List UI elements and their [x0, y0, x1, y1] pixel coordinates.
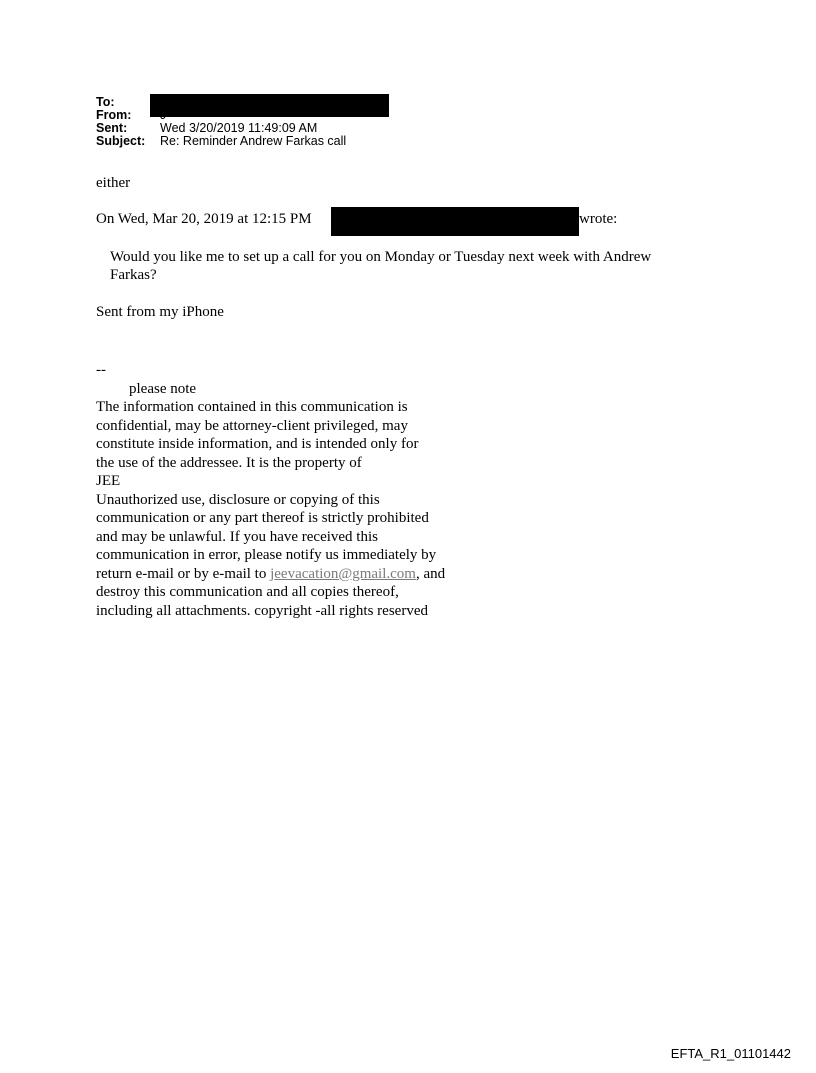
- email-line-suffix: , and: [415, 565, 446, 582]
- from-label: From:: [96, 108, 132, 122]
- quoted-line-2: Farkas?: [110, 267, 157, 283]
- document-id: EFTA_R1_01101442: [670, 1046, 791, 1061]
- email-line-prefix: return e-mail or by e-mail to: [96, 565, 271, 582]
- reply-text: either: [96, 175, 131, 191]
- disclaimer-note: please note: [129, 380, 197, 397]
- to-label: To:: [96, 95, 115, 109]
- disclaimer: [96, 361, 445, 620]
- sent-value: Wed 3/20/2019 11:49:09 AM: [160, 121, 318, 135]
- email-link[interactable]: jeevacation@gmail.com: [270, 565, 416, 582]
- disclaimer-line: Unauthorized use, disclosure or copying of this: [96, 491, 380, 508]
- redaction-to-recipient: [150, 94, 389, 117]
- separator: --: [96, 362, 106, 378]
- disclaimer-line: communication or any part thereof is strictly prohibited: [96, 510, 429, 526]
- disclaimer-line: confidential, may be attorney-client privileged, may: [96, 417, 408, 434]
- subject-value: Re: Reminder Andrew Farkas call: [160, 134, 347, 148]
- disclaimer-line: communication in error, please notify us immediately by: [96, 547, 437, 563]
- disclaimer-line: destroy this communication and all copies thereof,: [96, 584, 399, 600]
- quote-intro-prefix: On Wed, Mar 20, 2019 at 12:15 PM: [96, 211, 312, 227]
- disclaimer-line: constitute inside information, and is intended only for: [96, 436, 419, 452]
- subject-label: Subject:: [96, 134, 146, 148]
- disclaimer-line: and may be unlawful. If you have received this: [96, 528, 378, 545]
- disclaimer-line: the use of the addressee. It is the property of: [96, 454, 362, 471]
- disclaimer-email-line: [96, 565, 445, 584]
- disclaimer-line: The information contained in this communication is: [96, 399, 408, 415]
- disclaimer-line: JEE: [96, 473, 121, 489]
- signature: Sent from my iPhone: [96, 304, 224, 320]
- sent-label: Sent:: [96, 121, 128, 135]
- redaction-quoted-sender: [331, 207, 579, 236]
- quote-intro-suffix: wrote:: [579, 211, 618, 227]
- quote-intro: [96, 210, 312, 228]
- quoted-line-1: Would you like me to set up a call for you on Monday or Tuesday next week with Andrew: [110, 249, 652, 265]
- disclaimer-line: including all attachments. copyright -all rights reserved: [96, 602, 428, 619]
